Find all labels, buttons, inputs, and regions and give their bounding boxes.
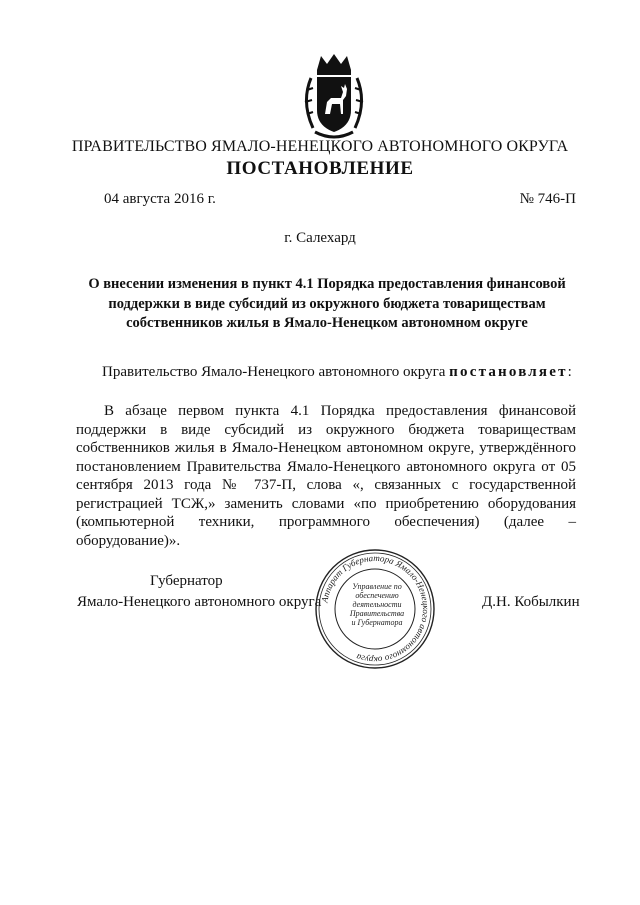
document-city: г. Салехард xyxy=(284,230,356,246)
svg-text:деятельности: деятельности xyxy=(352,600,402,609)
coat-of-arms-emblem xyxy=(297,52,371,140)
signatory-name: Д.Н. Кобылкин xyxy=(482,594,580,610)
body-paragraph: В абзаце первом пункта 4.1 Порядка предоставления финансовой поддержки в виде субсидий из окружного бюджета товариществам собственников жилья в Ямало-Ненецком автономном округе, утверждённого постановлением Правительства Ямало-Ненецкого автономного округа от 05 сентября 2013 года № 737-П, слова «, связанных с государственной регистрацией ТСЖ,» заменить словами «по приобретению оборудования (компьютерной техники, программного обеспечения) (далее – оборудование)». xyxy=(76,403,576,549)
preamble-text: Правительство Ямало-Ненецкого автономного округа xyxy=(102,364,450,380)
official-stamp xyxy=(313,547,437,671)
document-subject: О внесении изменения в пункт 4.1 Порядка предоставления финансовой поддержки в виде субсидий из окружного бюджета товариществам собственников жилья в Ямало-Ненецком автономном округе xyxy=(88,276,566,331)
svg-text:и Губернатора: и Губернатора xyxy=(351,618,403,627)
document-number: № 746-П xyxy=(519,191,576,207)
svg-text:обеспечению: обеспечению xyxy=(355,591,399,600)
organization-title: ПРАВИТЕЛЬСТВО ЯМАЛО-НЕНЕЦКОГО АВТОНОМНОГО ОКРУГА xyxy=(71,138,569,155)
preamble-colon: : xyxy=(567,364,572,380)
preamble xyxy=(102,364,572,381)
svg-text:Правительства: Правительства xyxy=(349,609,405,618)
svg-text:Управление по: Управление по xyxy=(352,582,402,591)
signatory-title: Губернатор xyxy=(150,573,223,589)
svg-text:Аппарат Губернатора Ямало-Нене: Аппарат Губернатора Ямало-Ненецкого автономного округа xyxy=(319,552,432,666)
document-date: 04 августа 2016 г. xyxy=(104,191,216,207)
preamble-verb: постановляет xyxy=(449,364,568,380)
document-type: ПОСТАНОВЛЕНИЕ xyxy=(226,158,414,179)
signatory-title-region: Ямало-Ненецкого автономного округа xyxy=(77,594,322,610)
